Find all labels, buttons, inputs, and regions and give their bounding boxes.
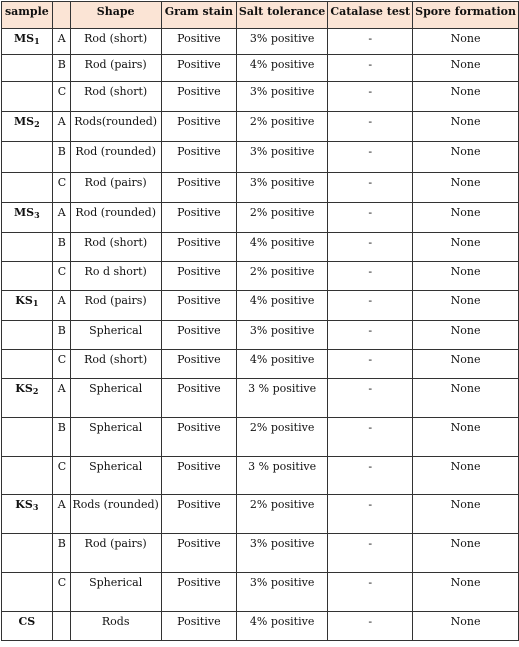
shape-cell-text: Rod (pairs) — [84, 176, 147, 189]
spore-formation-cell-text: None — [450, 236, 481, 249]
table-row — [2, 142, 519, 173]
catalase-test-cell-text: - — [368, 324, 373, 337]
catalase-test-cell-text: - — [368, 115, 373, 128]
gram-stain-cell-text: Positive — [177, 421, 221, 434]
catalase-test-cell — [328, 350, 413, 379]
catalase-test-cell-text: - — [368, 145, 373, 158]
catalase-test-cell — [328, 457, 413, 495]
sample-cell-text: KS — [15, 498, 33, 511]
gram-stain-cell — [161, 142, 236, 173]
salt-tolerance-cell — [236, 573, 327, 612]
gram-stain-cell-text: Positive — [177, 382, 221, 395]
sample-cell-text: MS — [14, 206, 35, 219]
table-row — [2, 379, 519, 418]
spore-formation-cell-text: None — [450, 85, 481, 98]
spore-formation-cell — [413, 379, 519, 418]
gram-stain-cell — [161, 233, 236, 262]
catalase-test-cell-text: - — [368, 353, 373, 366]
table-row — [2, 233, 519, 262]
salt-tolerance-cell-text: 2% positive — [249, 421, 315, 434]
salt-tolerance-cell-text: 4% positive — [249, 236, 315, 249]
salt-tolerance-cell — [236, 379, 327, 418]
shape-cell — [70, 534, 161, 573]
spore-formation-cell-text: None — [450, 460, 481, 473]
spore-formation-cell — [413, 350, 519, 379]
sample-cell — [2, 173, 53, 203]
gram-stain-cell-text: Positive — [177, 576, 221, 589]
catalase-test-cell-text: - — [368, 460, 373, 473]
shape-cell — [70, 350, 161, 379]
subsample-letter-cell-text: A — [57, 498, 66, 511]
shape-cell-text: Rod (pairs) — [84, 537, 147, 550]
salt-tolerance-cell-text: 3% positive — [249, 537, 315, 550]
sample-cell — [2, 573, 53, 612]
catalase-test-cell — [328, 612, 413, 641]
table-row — [2, 457, 519, 495]
table-row — [2, 55, 519, 82]
sample-cell — [2, 495, 53, 534]
shape-cell — [70, 612, 161, 641]
salt-tolerance-cell — [236, 203, 327, 233]
gram-stain-cell-text: Positive — [177, 85, 221, 98]
sample-cell — [2, 82, 53, 112]
catalase-test-cell-text: - — [368, 294, 373, 307]
gram-stain-cell-text: Positive — [177, 498, 221, 511]
sample-cell — [2, 418, 53, 457]
table-row — [2, 350, 519, 379]
table-row — [2, 262, 519, 291]
subsample-letter-cell-text: C — [57, 265, 67, 278]
gram-stain-cell — [161, 321, 236, 350]
salt-tolerance-cell-text: 2% positive — [249, 115, 315, 128]
catalase-test-cell — [328, 495, 413, 534]
sample-cell — [2, 233, 53, 262]
subsample-letter-cell-text: C — [57, 176, 67, 189]
salt-tolerance-cell-text: 3 % positive — [248, 460, 317, 473]
sample-cell — [2, 321, 53, 350]
header-gram-stain: Gram stain — [161, 2, 236, 29]
gram-stain-cell-text: Positive — [177, 145, 221, 158]
subsample-letter-cell-text: B — [57, 58, 66, 71]
salt-tolerance-cell — [236, 173, 327, 203]
shape-cell — [70, 55, 161, 82]
catalase-test-cell — [328, 418, 413, 457]
shape-cell-text: Rod (short) — [84, 236, 148, 249]
subsample-letter-cell-text: A — [57, 32, 66, 45]
shape-cell-text: Rods(rounded) — [74, 115, 158, 128]
spore-formation-cell-text: None — [450, 615, 481, 628]
spore-formation-cell — [413, 173, 519, 203]
salt-tolerance-cell — [236, 321, 327, 350]
subsample-letter-cell — [52, 350, 70, 379]
sample-subscript: 1 — [34, 36, 40, 46]
sample-cell-text: KS — [15, 382, 33, 395]
catalase-test-cell — [328, 262, 413, 291]
sample-cell-text: KS — [15, 294, 33, 307]
salt-tolerance-cell-text: 2% positive — [249, 265, 315, 278]
salt-tolerance-cell — [236, 142, 327, 173]
salt-tolerance-cell-text: 2% positive — [249, 498, 315, 511]
shape-cell — [70, 379, 161, 418]
header-subsample — [52, 2, 70, 29]
salt-tolerance-cell — [236, 457, 327, 495]
catalase-test-cell — [328, 112, 413, 142]
subsample-letter-cell — [52, 233, 70, 262]
spore-formation-cell-text: None — [450, 498, 481, 511]
sample-cell — [2, 291, 53, 321]
shape-cell-text: Rod (rounded) — [75, 145, 157, 158]
gram-stain-cell — [161, 112, 236, 142]
shape-cell — [70, 173, 161, 203]
spore-formation-cell-text: None — [450, 176, 481, 189]
sample-cell — [2, 142, 53, 173]
salt-tolerance-cell-text: 3% positive — [249, 176, 315, 189]
header-spore-formation: Spore formation — [413, 2, 519, 29]
sample-subscript: 2 — [34, 119, 40, 129]
spore-formation-cell — [413, 29, 519, 55]
subsample-letter-cell — [52, 203, 70, 233]
catalase-test-cell — [328, 573, 413, 612]
spore-formation-cell-text: None — [450, 353, 481, 366]
shape-cell — [70, 321, 161, 350]
gram-stain-cell-text: Positive — [177, 615, 221, 628]
catalase-test-cell — [328, 379, 413, 418]
salt-tolerance-cell-text: 3% positive — [249, 145, 315, 158]
table-row — [2, 291, 519, 321]
sample-cell — [2, 29, 53, 55]
spore-formation-cell — [413, 262, 519, 291]
subsample-letter-cell — [52, 534, 70, 573]
catalase-test-cell-text: - — [368, 176, 373, 189]
sample-cell-text: MS — [14, 115, 35, 128]
shape-cell-text: Rods — [101, 615, 130, 628]
sample-cell — [2, 379, 53, 418]
header-sample: sample — [2, 2, 53, 29]
subsample-letter-cell-text: C — [57, 353, 67, 366]
shape-cell — [70, 457, 161, 495]
shape-cell-text: Rod (short) — [84, 85, 148, 98]
catalase-test-cell — [328, 142, 413, 173]
shape-cell-text: Rod (short) — [84, 32, 148, 45]
shape-cell-text: Rod (short) — [84, 353, 148, 366]
subsample-letter-cell — [52, 457, 70, 495]
header-row — [2, 2, 519, 29]
spore-formation-cell — [413, 233, 519, 262]
spore-formation-cell-text: None — [450, 115, 481, 128]
salt-tolerance-cell — [236, 82, 327, 112]
gram-stain-cell-text: Positive — [177, 115, 221, 128]
salt-tolerance-cell — [236, 291, 327, 321]
shape-cell-text: Spherical — [89, 421, 143, 434]
spore-formation-cell — [413, 142, 519, 173]
spore-formation-cell — [413, 534, 519, 573]
subsample-letter-cell-text: B — [57, 145, 66, 158]
table-row — [2, 573, 519, 612]
gram-stain-cell — [161, 262, 236, 291]
shape-cell-text: Ro d short) — [84, 265, 147, 278]
subsample-letter-cell — [52, 262, 70, 291]
shape-cell-text: Rod (pairs) — [84, 294, 147, 307]
catalase-test-cell — [328, 82, 413, 112]
table-row — [2, 112, 519, 142]
salt-tolerance-cell-text: 3 % positive — [248, 382, 317, 395]
table-row — [2, 495, 519, 534]
salt-tolerance-cell-text: 4% positive — [249, 615, 315, 628]
table-row — [2, 321, 519, 350]
salt-tolerance-cell-text: 3% positive — [249, 32, 315, 45]
shape-cell — [70, 418, 161, 457]
gram-stain-cell-text: Positive — [177, 206, 221, 219]
subsample-letter-cell-text: C — [57, 85, 67, 98]
subsample-letter-cell-text: B — [57, 421, 66, 434]
subsample-letter-cell-text: A — [57, 382, 66, 395]
subsample-letter-cell — [52, 173, 70, 203]
shape-cell-text: Rods (rounded) — [72, 498, 159, 511]
subsample-letter-cell — [52, 142, 70, 173]
sample-cell — [2, 262, 53, 291]
salt-tolerance-cell-text: 2% positive — [249, 206, 315, 219]
subsample-letter-cell — [52, 573, 70, 612]
bacteria-characteristics-table — [1, 1, 519, 641]
sample-cell — [2, 457, 53, 495]
subsample-letter-cell-text: A — [57, 294, 66, 307]
subsample-letter-cell-text: C — [57, 576, 67, 589]
catalase-test-cell-text: - — [368, 236, 373, 249]
subsample-letter-cell — [52, 82, 70, 112]
subsample-letter-cell — [52, 379, 70, 418]
gram-stain-cell-text: Positive — [177, 58, 221, 71]
sample-cell — [2, 55, 53, 82]
catalase-test-cell — [328, 291, 413, 321]
subsample-letter-cell-text: A — [57, 115, 66, 128]
sample-cell-text: CS — [18, 615, 36, 628]
spore-formation-cell-text: None — [450, 58, 481, 71]
sample-cell — [2, 203, 53, 233]
sample-cell-text: MS — [14, 32, 35, 45]
spore-formation-cell-text: None — [450, 32, 481, 45]
subsample-letter-cell-text: C — [57, 460, 67, 473]
spore-formation-cell-text: None — [450, 145, 481, 158]
subsample-letter-cell — [52, 612, 70, 641]
header-salt-tolerance: Salt tolerance — [236, 2, 327, 29]
spore-formation-cell-text: None — [450, 294, 481, 307]
gram-stain-cell-text: Positive — [177, 324, 221, 337]
catalase-test-cell-text: - — [368, 206, 373, 219]
spore-formation-cell — [413, 573, 519, 612]
table-body — [2, 29, 519, 641]
catalase-test-cell-text: - — [368, 537, 373, 550]
salt-tolerance-cell — [236, 112, 327, 142]
salt-tolerance-cell — [236, 233, 327, 262]
spore-formation-cell — [413, 82, 519, 112]
gram-stain-cell — [161, 534, 236, 573]
header-catalase-test: Catalase test — [328, 2, 413, 29]
gram-stain-cell — [161, 379, 236, 418]
sample-cell — [2, 112, 53, 142]
catalase-test-cell — [328, 29, 413, 55]
shape-cell-text: Rod (pairs) — [84, 58, 147, 71]
salt-tolerance-cell-text: 3% positive — [249, 576, 315, 589]
salt-tolerance-cell — [236, 418, 327, 457]
sample-cell — [2, 612, 53, 641]
salt-tolerance-cell-text: 4% positive — [249, 58, 315, 71]
subsample-letter-cell-text: B — [57, 236, 66, 249]
spore-formation-cell — [413, 612, 519, 641]
spore-formation-cell-text: None — [450, 382, 481, 395]
salt-tolerance-cell — [236, 612, 327, 641]
salt-tolerance-cell-text: 3% positive — [249, 85, 315, 98]
gram-stain-cell — [161, 612, 236, 641]
spore-formation-cell-text: None — [450, 576, 481, 589]
table-row — [2, 203, 519, 233]
gram-stain-cell — [161, 55, 236, 82]
shape-cell-text: Spherical — [89, 382, 143, 395]
gram-stain-cell-text: Positive — [177, 176, 221, 189]
shape-cell-text: Spherical — [89, 460, 143, 473]
sample-subscript: 1 — [32, 298, 39, 308]
sample-subscript: 3 — [34, 210, 40, 220]
salt-tolerance-cell-text: 4% positive — [249, 353, 315, 366]
shape-cell — [70, 495, 161, 534]
shape-cell — [70, 82, 161, 112]
gram-stain-cell — [161, 573, 236, 612]
catalase-test-cell-text: - — [368, 85, 373, 98]
salt-tolerance-cell-text: 4% positive — [249, 294, 315, 307]
gram-stain-cell — [161, 418, 236, 457]
catalase-test-cell-text: - — [368, 576, 373, 589]
gram-stain-cell-text: Positive — [177, 460, 221, 473]
spore-formation-cell — [413, 112, 519, 142]
header-shape: Shape — [70, 2, 161, 29]
shape-cell — [70, 142, 161, 173]
catalase-test-cell — [328, 173, 413, 203]
spore-formation-cell — [413, 418, 519, 457]
spore-formation-cell-text: None — [450, 324, 481, 337]
catalase-test-cell — [328, 55, 413, 82]
sample-subscript: 2 — [32, 386, 39, 396]
gram-stain-cell — [161, 82, 236, 112]
spore-formation-cell-text: None — [450, 537, 481, 550]
gram-stain-cell-text: Positive — [177, 353, 221, 366]
catalase-test-cell-text: - — [368, 498, 373, 511]
gram-stain-cell — [161, 203, 236, 233]
shape-cell — [70, 233, 161, 262]
catalase-test-cell — [328, 534, 413, 573]
table-row — [2, 534, 519, 573]
shape-cell — [70, 112, 161, 142]
gram-stain-cell-text: Positive — [177, 537, 221, 550]
subsample-letter-cell — [52, 418, 70, 457]
sample-cell — [2, 534, 53, 573]
shape-cell-text: Rod (rounded) — [75, 206, 157, 219]
subsample-letter-cell — [52, 55, 70, 82]
gram-stain-cell — [161, 350, 236, 379]
gram-stain-cell — [161, 495, 236, 534]
spore-formation-cell — [413, 55, 519, 82]
spore-formation-cell — [413, 457, 519, 495]
catalase-test-cell-text: - — [368, 265, 373, 278]
shape-cell — [70, 573, 161, 612]
gram-stain-cell-text: Positive — [177, 32, 221, 45]
salt-tolerance-cell — [236, 29, 327, 55]
spore-formation-cell — [413, 495, 519, 534]
catalase-test-cell-text: - — [368, 58, 373, 71]
spore-formation-cell — [413, 203, 519, 233]
subsample-letter-cell — [52, 291, 70, 321]
catalase-test-cell — [328, 233, 413, 262]
subsample-letter-cell-text: B — [57, 324, 66, 337]
subsample-letter-cell — [52, 112, 70, 142]
salt-tolerance-cell — [236, 350, 327, 379]
catalase-test-cell — [328, 203, 413, 233]
shape-cell-text: Spherical — [89, 324, 143, 337]
sample-subscript: 3 — [32, 502, 39, 512]
gram-stain-cell — [161, 29, 236, 55]
salt-tolerance-cell — [236, 55, 327, 82]
catalase-test-cell — [328, 321, 413, 350]
salt-tolerance-cell-text: 3% positive — [249, 324, 315, 337]
gram-stain-cell — [161, 173, 236, 203]
salt-tolerance-cell — [236, 495, 327, 534]
shape-cell — [70, 29, 161, 55]
table-row — [2, 612, 519, 641]
shape-cell — [70, 262, 161, 291]
gram-stain-cell-text: Positive — [177, 294, 221, 307]
table-row — [2, 418, 519, 457]
catalase-test-cell-text: - — [368, 421, 373, 434]
subsample-letter-cell-text: B — [57, 537, 66, 550]
subsample-letter-cell — [52, 29, 70, 55]
spore-formation-cell — [413, 321, 519, 350]
gram-stain-cell-text: Positive — [177, 265, 221, 278]
subsample-letter-cell — [52, 321, 70, 350]
spore-formation-cell-text: None — [450, 421, 481, 434]
sample-cell — [2, 350, 53, 379]
gram-stain-cell — [161, 457, 236, 495]
salt-tolerance-cell — [236, 534, 327, 573]
table-row — [2, 29, 519, 55]
table-row — [2, 173, 519, 203]
shape-cell-text: Spherical — [89, 576, 143, 589]
shape-cell — [70, 203, 161, 233]
catalase-test-cell-text: - — [368, 32, 373, 45]
spore-formation-cell-text: None — [450, 206, 481, 219]
catalase-test-cell-text: - — [368, 615, 373, 628]
spore-formation-cell-text: None — [450, 265, 481, 278]
gram-stain-cell-text: Positive — [177, 236, 221, 249]
spore-formation-cell — [413, 291, 519, 321]
subsample-letter-cell-text: A — [57, 206, 66, 219]
gram-stain-cell — [161, 291, 236, 321]
shape-cell — [70, 291, 161, 321]
salt-tolerance-cell — [236, 262, 327, 291]
catalase-test-cell-text: - — [368, 382, 373, 395]
table-row — [2, 82, 519, 112]
subsample-letter-cell — [52, 495, 70, 534]
